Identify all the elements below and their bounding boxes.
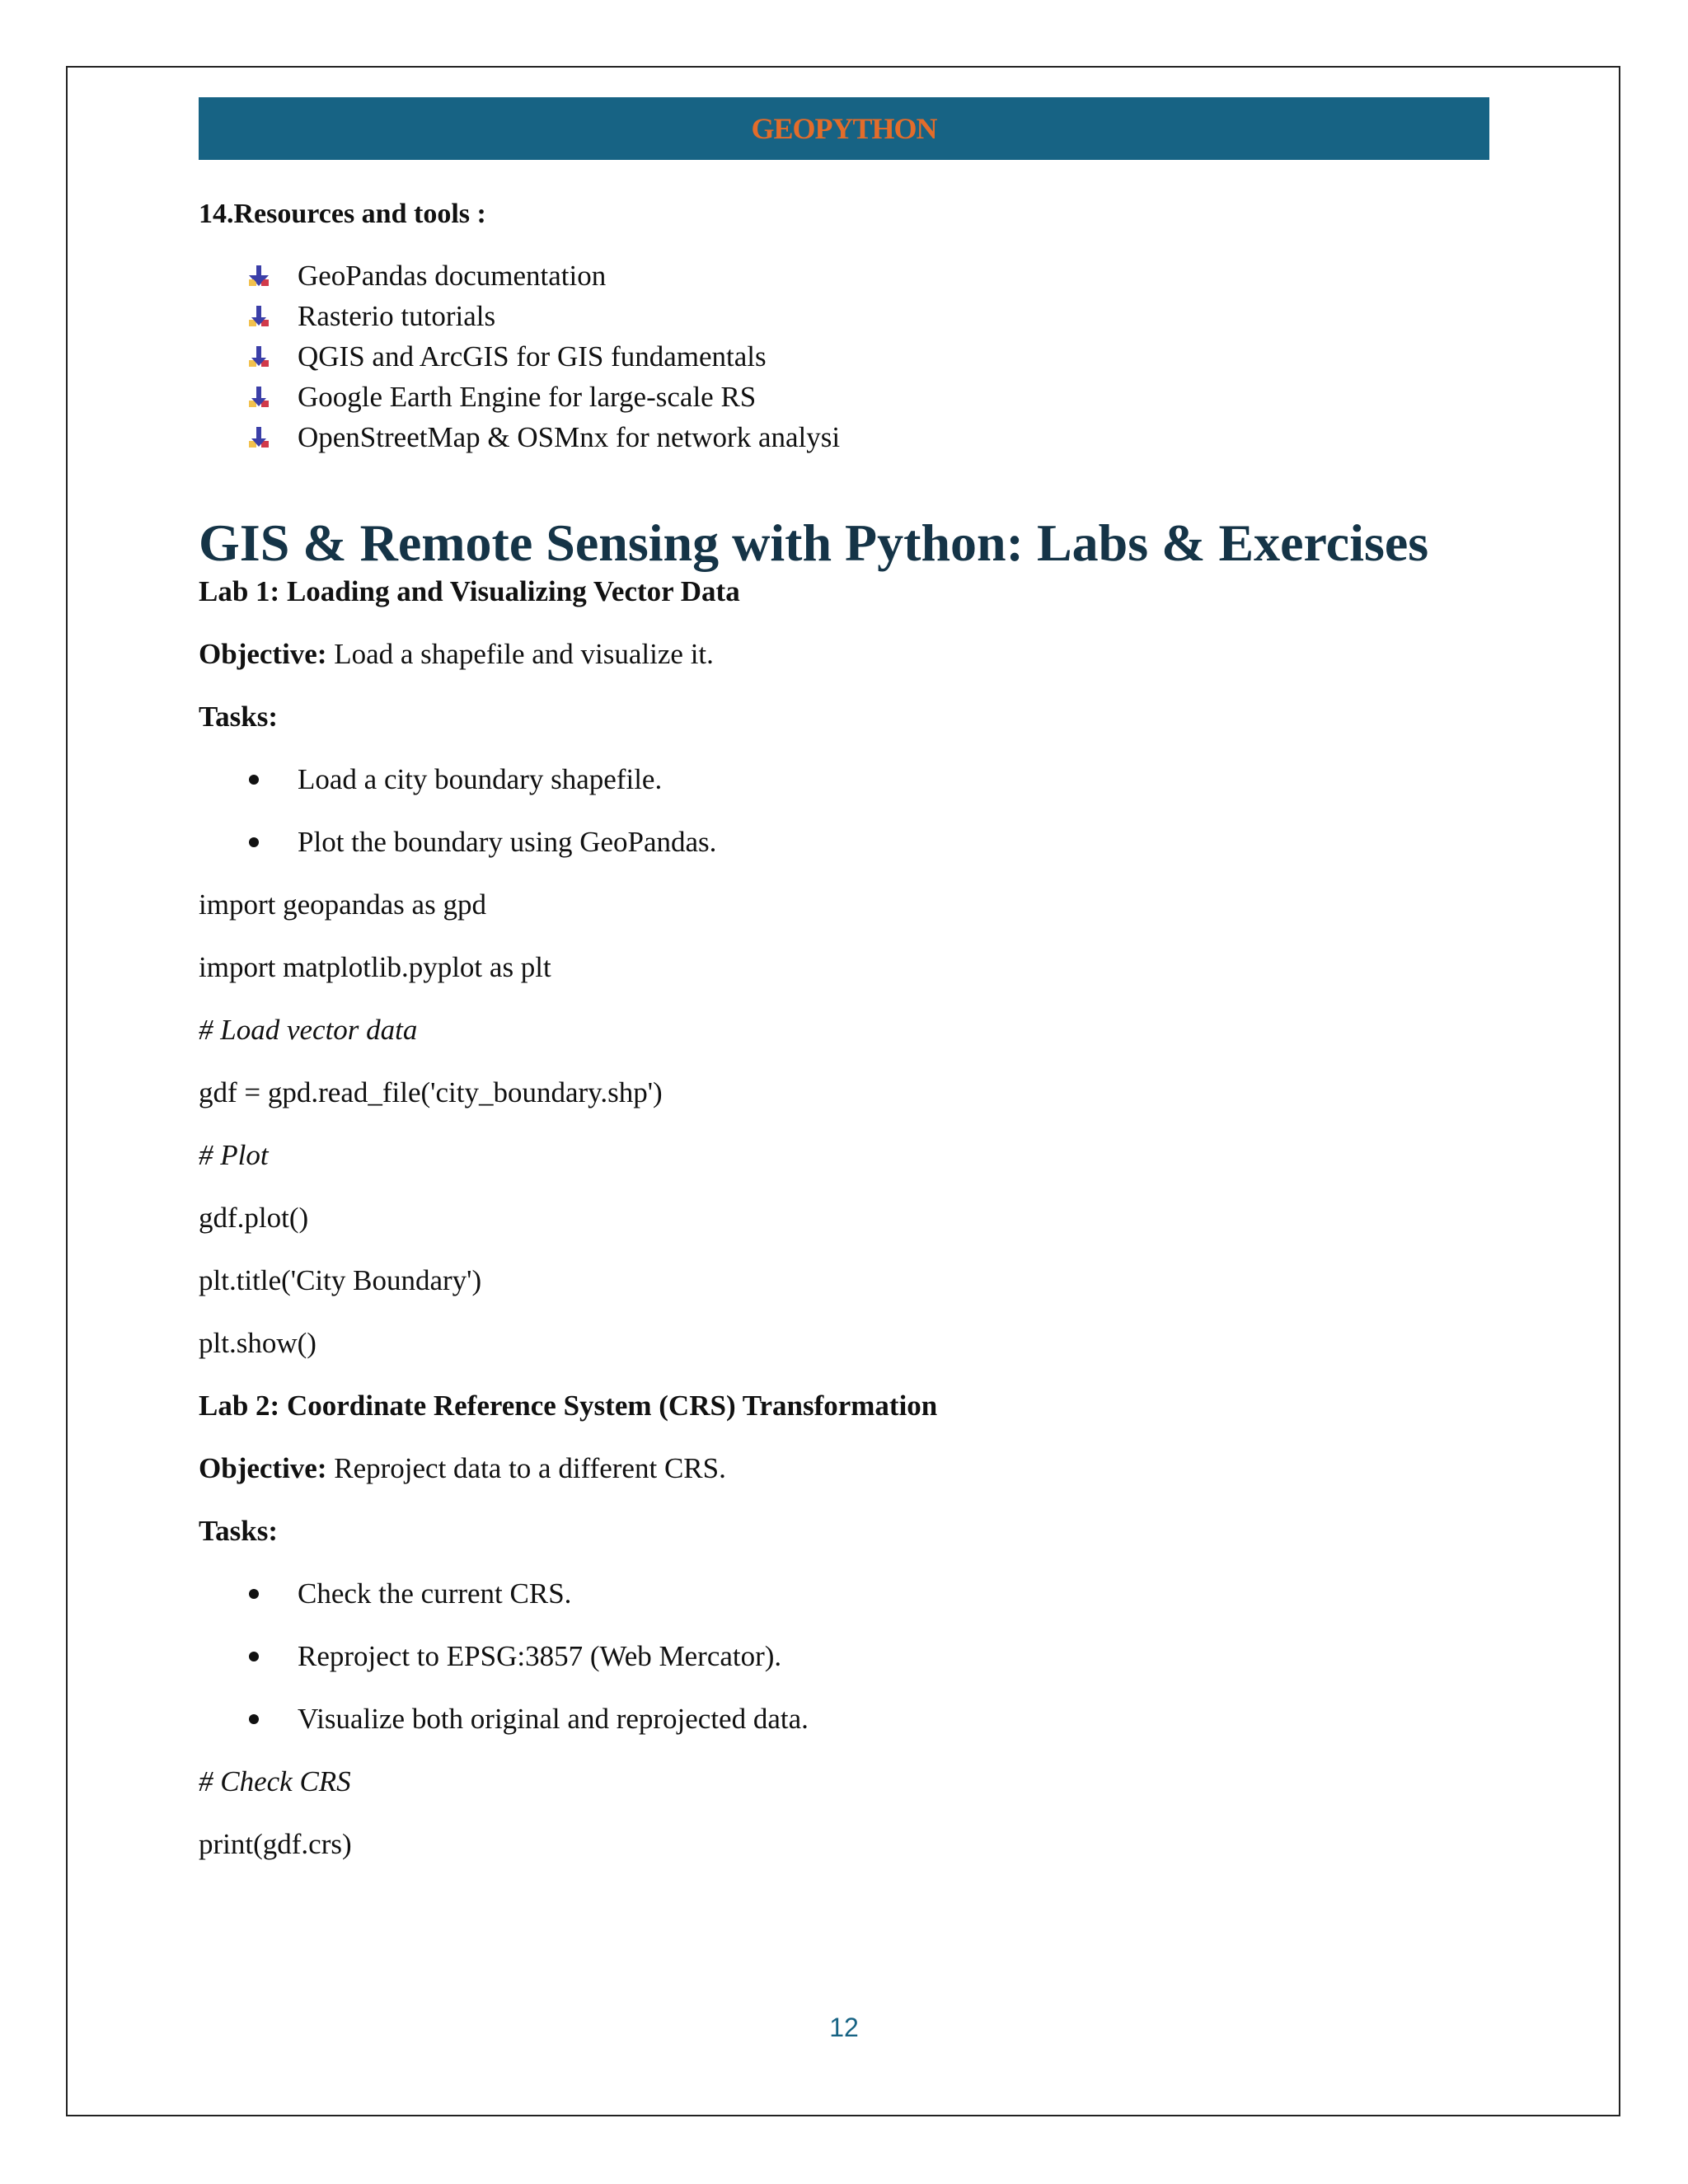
code-comment: # Plot (199, 1139, 269, 1171)
lab2-objective (199, 1450, 1489, 1488)
code-line: plt.show() (199, 1327, 316, 1359)
lab2-tasks-label (199, 1512, 1489, 1550)
code-comment: # Check CRS (199, 1765, 351, 1797)
lab1-title: Lab 1: Loading and Visualizing Vector Data (199, 575, 740, 607)
code-line: plt.title('City Boundary') (199, 1264, 482, 1296)
bullet-dot-icon (249, 775, 259, 785)
code-line: gdf.plot() (199, 1202, 309, 1234)
code-line: import geopandas as gpd (199, 888, 486, 921)
code-comment: # Load vector data (199, 1014, 418, 1046)
list-item (199, 823, 1489, 861)
resource-item-text: Google Earth Engine for large-scale RS (298, 380, 757, 413)
resources-list (199, 255, 1489, 457)
lab2-title: Lab 2: Coordinate Reference System (CRS) Transformation (199, 1390, 938, 1422)
header-bar (199, 97, 1489, 160)
resource-item-text: Rasterio tutorials (298, 299, 496, 332)
lab1-objective (199, 635, 1489, 673)
list-item (199, 296, 1489, 336)
bullet-dot-icon (249, 837, 259, 847)
resource-item-text: GeoPandas documentation (298, 259, 607, 292)
list-item (199, 417, 1489, 457)
list-item (199, 761, 1489, 799)
list-item (199, 377, 1489, 417)
list-item (199, 336, 1489, 377)
lab2-objective-label: Objective: (199, 1452, 327, 1484)
page-content (199, 97, 1489, 1863)
task-text: Plot the boundary using GeoPandas. (298, 826, 717, 858)
lab1-objective-text: Load a shapefile and visualize it. (326, 638, 714, 670)
lab1-objective-label: Objective: (199, 638, 327, 670)
task-text: Check the current CRS. (298, 1577, 572, 1610)
lab1-tasks-label (199, 698, 1489, 736)
bullet-dot-icon (249, 1652, 259, 1661)
list-item (199, 1638, 1489, 1675)
lab2-tasks-list (199, 1575, 1489, 1738)
lab1-tasks-list (199, 761, 1489, 861)
bullet-dot-icon (249, 1714, 259, 1724)
lab1-tasks-label-text: Tasks: (199, 701, 278, 733)
bullet-dot-icon (249, 1589, 259, 1599)
task-text: Visualize both original and reprojected data. (298, 1703, 809, 1735)
list-item (199, 1700, 1489, 1738)
list-item (199, 1575, 1489, 1613)
resource-item-text: OpenStreetMap & OSMnx for network analysi (298, 420, 841, 453)
page-number: 12 (829, 2013, 859, 2042)
task-text: Load a city boundary shapefile. (298, 763, 663, 795)
code-line: import matplotlib.pyplot as plt (199, 951, 551, 983)
down-arrow-bullet-icon (246, 425, 271, 450)
resource-item-text: QGIS and ArcGIS for GIS fundamentals (298, 340, 767, 373)
lab2-tasks-label-text: Tasks: (199, 1515, 278, 1547)
list-item (199, 255, 1489, 296)
down-arrow-bullet-icon (246, 385, 271, 410)
lab2-objective-text: Reproject data to a different CRS. (326, 1452, 726, 1484)
down-arrow-bullet-icon (246, 304, 271, 329)
task-text: Reproject to EPSG:3857 (Web Mercator). (298, 1640, 782, 1672)
down-arrow-bullet-icon (246, 344, 271, 369)
code-line: gdf = gpd.read_file('city_boundary.shp') (199, 1076, 663, 1108)
down-arrow-bullet-icon (246, 264, 271, 288)
code-line: print(gdf.crs) (199, 1828, 352, 1860)
header-title: GEOPYTHON (751, 112, 937, 145)
main-title: GIS & Remote Sensing with Python: Labs & Exercises (199, 513, 1429, 572)
resources-heading: 14.Resources and tools : (199, 199, 486, 229)
